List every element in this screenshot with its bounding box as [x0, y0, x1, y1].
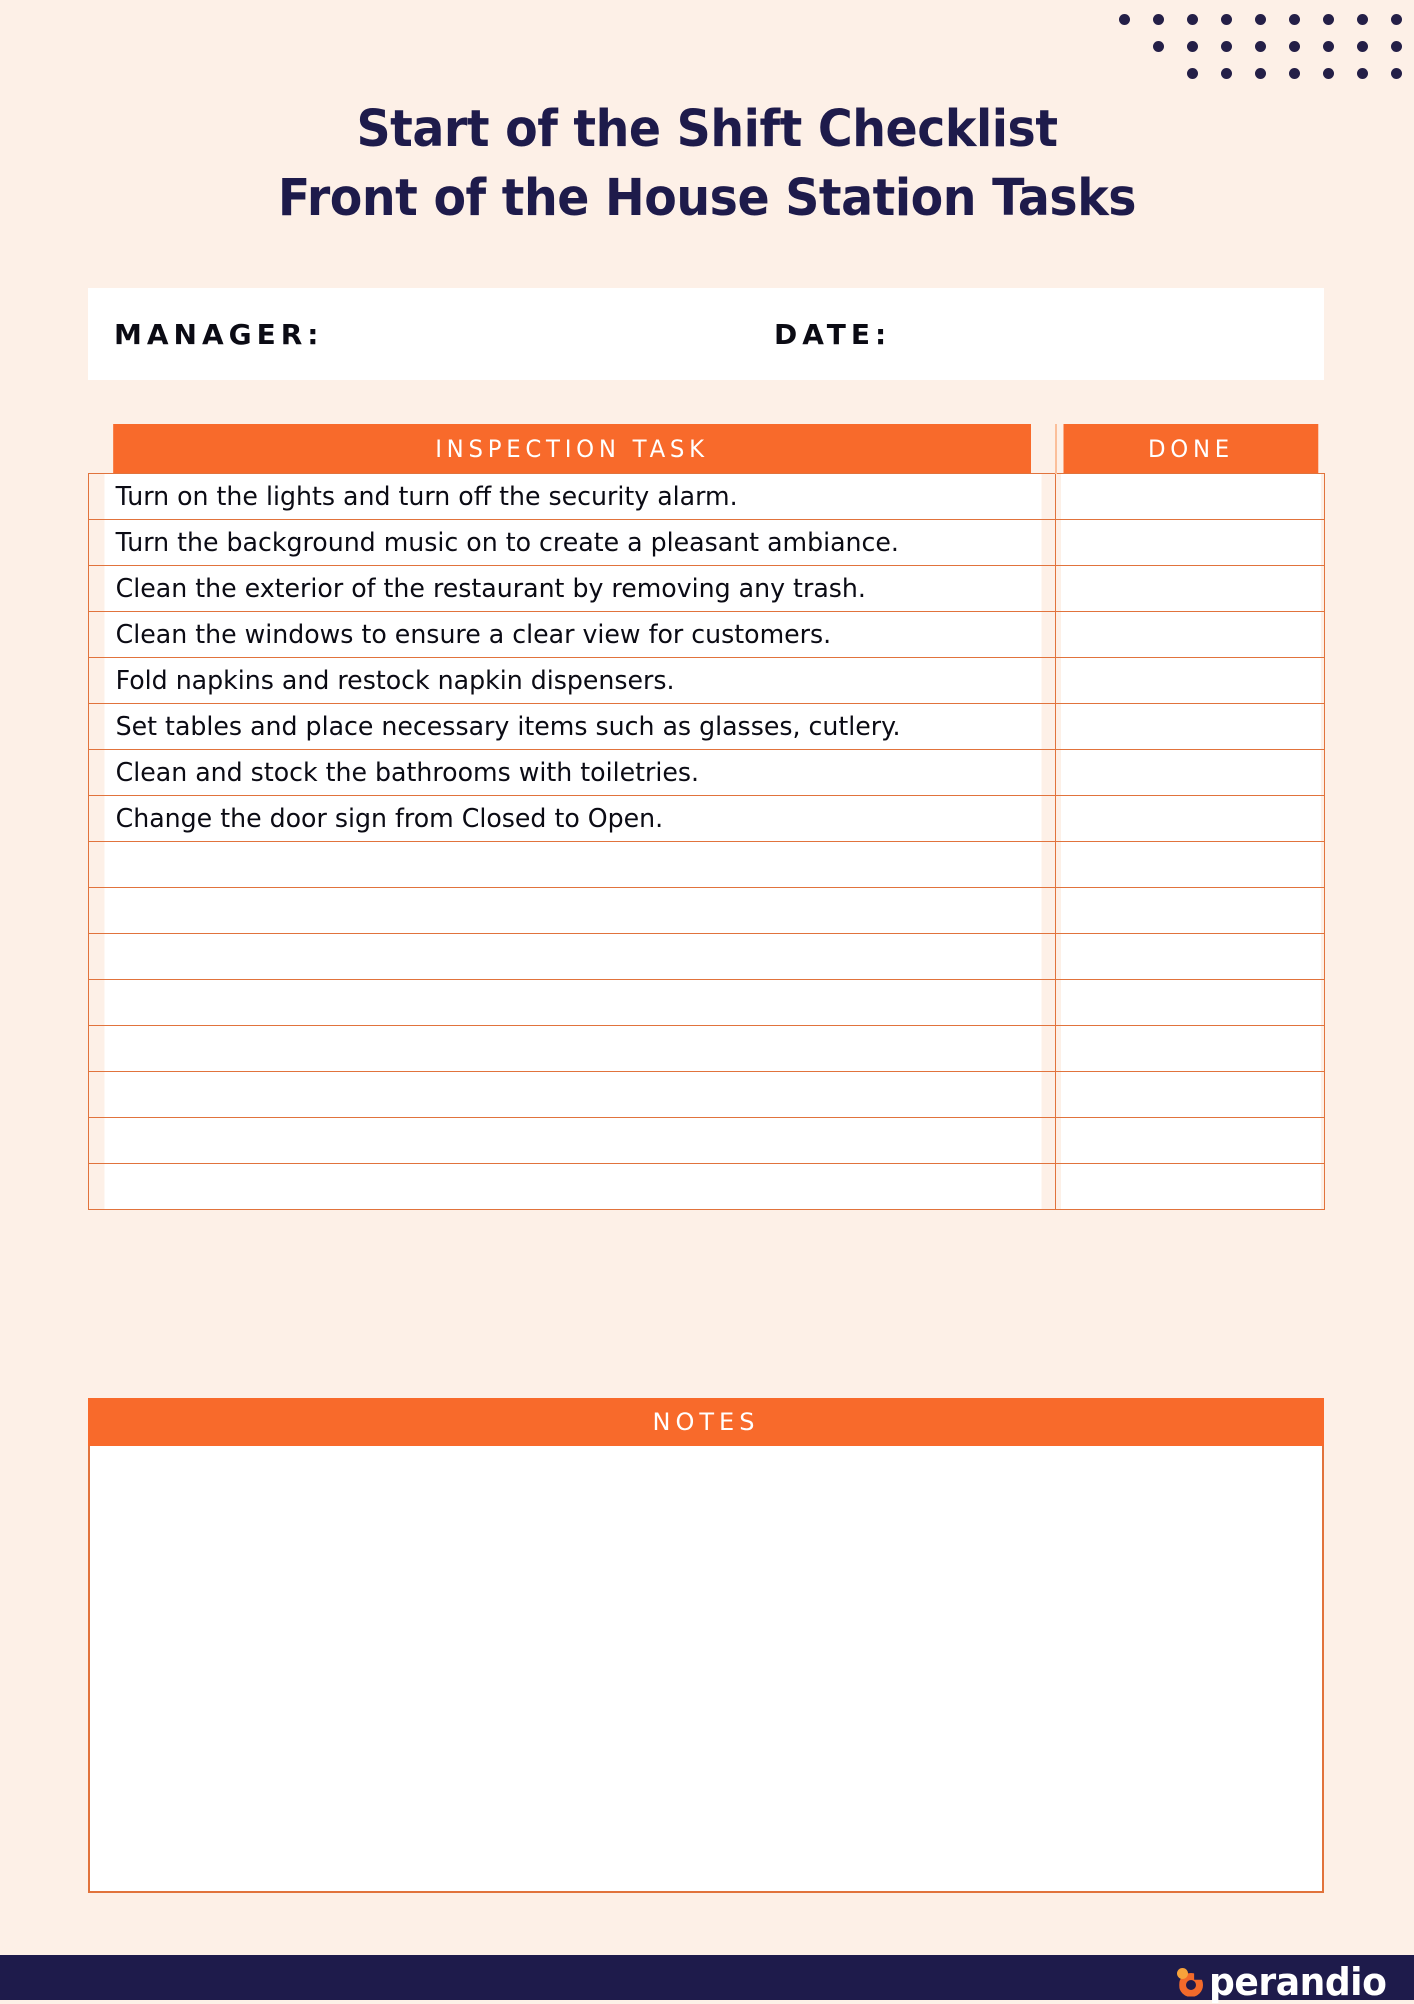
- dot-row: [1122, 41, 1402, 52]
- task-cell[interactable]: Clean the exterior of the restaurant by removing any trash.: [103, 566, 1041, 612]
- task-cell[interactable]: [103, 888, 1041, 934]
- done-checkbox-cell[interactable]: [1060, 750, 1321, 796]
- decorative-dot: [1323, 14, 1334, 25]
- decorative-dot: [1255, 14, 1266, 25]
- operandio-logo: [1174, 1959, 1396, 2004]
- decorative-dot: [1323, 41, 1334, 52]
- done-checkbox-cell[interactable]: [1060, 980, 1321, 1026]
- done-checkbox-cell[interactable]: [1060, 474, 1321, 520]
- table-row: [89, 1072, 1325, 1118]
- dot-row: [1122, 14, 1402, 25]
- decorative-dot: [1357, 41, 1368, 52]
- decorative-dot: [1255, 41, 1266, 52]
- decorative-dot: [1357, 14, 1368, 25]
- done-checkbox-cell[interactable]: [1060, 1072, 1321, 1118]
- manager-label: MANAGER:: [114, 317, 324, 351]
- decorative-dot: [1289, 14, 1300, 25]
- table-row: [89, 1118, 1325, 1164]
- task-cell[interactable]: Turn on the lights and turn off the security alarm.: [103, 474, 1041, 520]
- task-cell[interactable]: [103, 842, 1041, 888]
- decorative-dot: [1153, 14, 1164, 25]
- page-title-line-2: Front of the House Station Tasks: [277, 168, 1137, 228]
- table-row: [89, 934, 1325, 980]
- table-row: [89, 566, 1325, 612]
- decorative-dot: [1289, 41, 1300, 52]
- task-cell[interactable]: Change the door sign from Closed to Open.: [103, 796, 1041, 842]
- done-checkbox-cell[interactable]: [1060, 704, 1321, 750]
- task-cell[interactable]: [103, 980, 1041, 1026]
- done-checkbox-cell[interactable]: [1060, 934, 1321, 980]
- table-row: [89, 980, 1325, 1026]
- manager-date-bar: [88, 288, 1324, 380]
- decorative-dot: [1323, 68, 1334, 79]
- page-title-line-1: Start of the Shift Checklist: [356, 100, 1058, 159]
- task-cell[interactable]: [103, 1026, 1041, 1072]
- table-row: [89, 842, 1325, 888]
- task-cell[interactable]: [103, 1072, 1041, 1118]
- table-row: [89, 888, 1325, 934]
- table-header-row: [89, 424, 1325, 474]
- done-checkbox-cell[interactable]: [1060, 612, 1321, 658]
- done-checkbox-cell[interactable]: [1060, 658, 1321, 704]
- task-cell[interactable]: Fold napkins and restock napkin dispensers.: [103, 658, 1041, 704]
- decorative-dot: [1119, 14, 1130, 25]
- task-cell[interactable]: [103, 1164, 1041, 1210]
- decorative-dot: [1153, 41, 1164, 52]
- done-checkbox-cell[interactable]: [1060, 842, 1321, 888]
- decorative-dot: [1221, 68, 1232, 79]
- column-header-done: DONE: [1062, 424, 1318, 474]
- task-cell[interactable]: Clean the windows to ensure a clear view for customers.: [103, 612, 1041, 658]
- done-checkbox-cell[interactable]: [1060, 1026, 1321, 1072]
- date-label: DATE:: [774, 317, 892, 351]
- done-checkbox-cell[interactable]: [1060, 796, 1321, 842]
- decorative-dot: [1221, 14, 1232, 25]
- operandio-o-mark-icon: [1174, 1965, 1208, 1999]
- decorative-dot: [1255, 68, 1266, 79]
- table-row: [89, 704, 1325, 750]
- decorative-dot: [1187, 14, 1198, 25]
- table-row: [89, 1164, 1325, 1210]
- task-cell[interactable]: [103, 934, 1041, 980]
- decorative-dot: [1357, 68, 1368, 79]
- column-header-inspection-task: INSPECTION TASK: [113, 424, 1032, 474]
- task-cell[interactable]: Clean and stock the bathrooms with toiletries.: [103, 750, 1041, 796]
- done-checkbox-cell[interactable]: [1060, 566, 1321, 612]
- table-body: [89, 474, 1325, 1210]
- done-checkbox-cell[interactable]: [1060, 1164, 1321, 1210]
- decorative-dot: [1187, 68, 1198, 79]
- decorative-dot: [1391, 14, 1402, 25]
- decorative-dot: [1289, 68, 1300, 79]
- done-checkbox-cell[interactable]: [1060, 888, 1321, 934]
- logo-dot-shape: [1177, 1968, 1188, 1979]
- brand-name-text: perandio: [1209, 1959, 1387, 2004]
- table-row: [89, 750, 1325, 796]
- notes-header: NOTES: [88, 1398, 1324, 1446]
- table-row: [89, 1026, 1325, 1072]
- footer-bar: [0, 1955, 1414, 2004]
- decorative-dot: [1391, 41, 1402, 52]
- date-field[interactable]: [774, 318, 891, 351]
- table-row: [89, 520, 1325, 566]
- table-row: [89, 796, 1325, 842]
- manager-field[interactable]: [114, 318, 774, 351]
- decorative-dot-grid: [1122, 14, 1402, 104]
- dot-row: [1122, 68, 1402, 79]
- decorative-dot: [1391, 68, 1402, 79]
- decorative-dot: [1187, 41, 1198, 52]
- done-checkbox-cell[interactable]: [1060, 1118, 1321, 1164]
- table-row: [89, 612, 1325, 658]
- notes-input-area[interactable]: [88, 1446, 1324, 1893]
- done-checkbox-cell[interactable]: [1060, 520, 1321, 566]
- inspection-task-table: [88, 424, 1325, 1210]
- table-row: [89, 474, 1325, 520]
- task-cell[interactable]: Set tables and place necessary items such as glasses, cutlery.: [103, 704, 1041, 750]
- task-cell[interactable]: Turn the background music on to create a pleasant ambiance.: [103, 520, 1041, 566]
- table-row: [89, 658, 1325, 704]
- task-cell[interactable]: [103, 1118, 1041, 1164]
- decorative-dot: [1221, 41, 1232, 52]
- table-header: [89, 424, 1325, 474]
